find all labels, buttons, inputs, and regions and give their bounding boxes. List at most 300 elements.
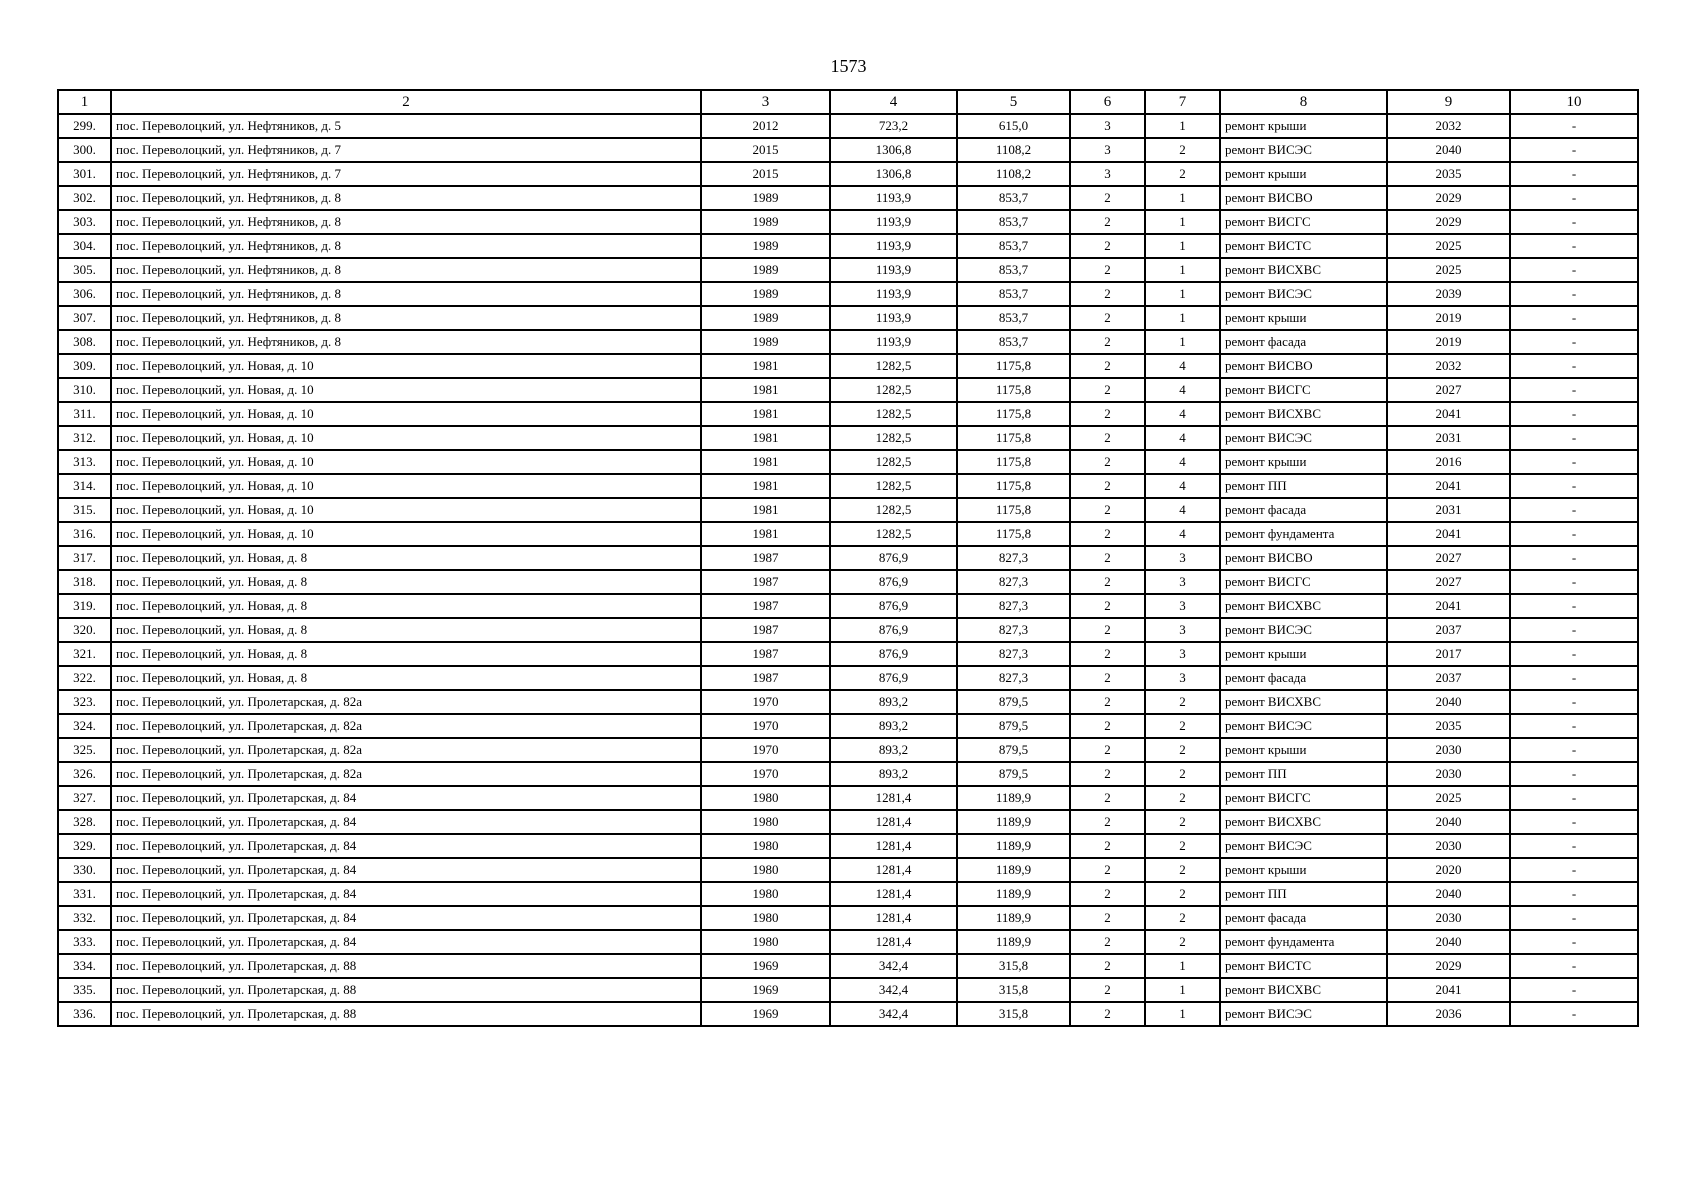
entrances-cell: 2: [1145, 906, 1220, 930]
floors-cell: 2: [1070, 474, 1145, 498]
total-area-cell: 1282,5: [830, 426, 957, 450]
total-area-cell: 1282,5: [830, 498, 957, 522]
entrances-cell: 1: [1145, 186, 1220, 210]
repair-type-cell: ремонт ВИСХВС: [1220, 402, 1387, 426]
repair-year-cell: 2032: [1387, 114, 1510, 138]
note-cell: -: [1510, 738, 1638, 762]
entrances-cell: 4: [1145, 450, 1220, 474]
note-cell: -: [1510, 546, 1638, 570]
address-cell: пос. Переволоцкий, ул. Новая, д. 10: [111, 378, 701, 402]
entrances-cell: 3: [1145, 642, 1220, 666]
repair-type-cell: ремонт ВИСЭС: [1220, 1002, 1387, 1026]
year-built-cell: 1987: [701, 594, 830, 618]
repair-type-cell: ремонт фасада: [1220, 330, 1387, 354]
year-built-cell: 2015: [701, 162, 830, 186]
repair-type-cell: ремонт ВИСЭС: [1220, 618, 1387, 642]
floors-cell: 2: [1070, 906, 1145, 930]
entrances-cell: 2: [1145, 834, 1220, 858]
table-row: [58, 426, 1638, 450]
total-area-cell: 876,9: [830, 594, 957, 618]
note-cell: -: [1510, 186, 1638, 210]
year-built-cell: 1980: [701, 810, 830, 834]
living-area-cell: 1175,8: [957, 474, 1070, 498]
table-row: [58, 378, 1638, 402]
repair-type-cell: ремонт ВИСХВС: [1220, 810, 1387, 834]
row-number-cell: 300.: [58, 138, 111, 162]
note-cell: -: [1510, 330, 1638, 354]
row-number-cell: 334.: [58, 954, 111, 978]
living-area-cell: 1108,2: [957, 162, 1070, 186]
row-number-cell: 326.: [58, 762, 111, 786]
floors-cell: 2: [1070, 498, 1145, 522]
address-cell: пос. Переволоцкий, ул. Новая, д. 8: [111, 666, 701, 690]
address-cell: пос. Переволоцкий, ул. Новая, д. 8: [111, 570, 701, 594]
row-number-cell: 307.: [58, 306, 111, 330]
address-cell: пос. Переволоцкий, ул. Пролетарская, д. 84: [111, 810, 701, 834]
row-number-cell: 308.: [58, 330, 111, 354]
address-cell: пос. Переволоцкий, ул. Пролетарская, д. 88: [111, 954, 701, 978]
year-built-cell: 1970: [701, 738, 830, 762]
note-cell: -: [1510, 834, 1638, 858]
row-number-cell: 316.: [58, 522, 111, 546]
note-cell: -: [1510, 234, 1638, 258]
year-built-cell: 1981: [701, 474, 830, 498]
address-cell: пос. Переволоцкий, ул. Новая, д. 10: [111, 498, 701, 522]
total-area-cell: 1281,4: [830, 834, 957, 858]
repair-type-cell: ремонт ВИСВО: [1220, 354, 1387, 378]
table-row: [58, 786, 1638, 810]
repair-year-cell: 2027: [1387, 570, 1510, 594]
table-row: [58, 690, 1638, 714]
floors-cell: 2: [1070, 882, 1145, 906]
repair-type-cell: ремонт крыши: [1220, 162, 1387, 186]
repair-year-cell: 2017: [1387, 642, 1510, 666]
entrances-cell: 3: [1145, 546, 1220, 570]
address-cell: пос. Переволоцкий, ул. Новая, д. 10: [111, 426, 701, 450]
note-cell: -: [1510, 378, 1638, 402]
repair-type-cell: ремонт ВИСГС: [1220, 378, 1387, 402]
floors-cell: 2: [1070, 354, 1145, 378]
table-row: [58, 930, 1638, 954]
row-number-cell: 320.: [58, 618, 111, 642]
total-area-cell: 1281,4: [830, 906, 957, 930]
row-number-cell: 309.: [58, 354, 111, 378]
address-cell: пос. Переволоцкий, ул. Пролетарская, д. 84: [111, 786, 701, 810]
table-row: [58, 714, 1638, 738]
note-cell: -: [1510, 114, 1638, 138]
entrances-cell: 2: [1145, 714, 1220, 738]
floors-cell: 2: [1070, 858, 1145, 882]
total-area-cell: 1193,9: [830, 330, 957, 354]
table-row: [58, 354, 1638, 378]
living-area-cell: 315,8: [957, 978, 1070, 1002]
repair-type-cell: ремонт ВИСТС: [1220, 954, 1387, 978]
year-built-cell: 1981: [701, 378, 830, 402]
total-area-cell: 1193,9: [830, 258, 957, 282]
year-built-cell: 1981: [701, 402, 830, 426]
repair-type-cell: ремонт ВИСЭС: [1220, 714, 1387, 738]
table-row: [58, 330, 1638, 354]
year-built-cell: 1987: [701, 546, 830, 570]
floors-cell: 2: [1070, 810, 1145, 834]
address-cell: пос. Переволоцкий, ул. Нефтяников, д. 8: [111, 186, 701, 210]
repair-year-cell: 2030: [1387, 762, 1510, 786]
table-row: [58, 138, 1638, 162]
floors-cell: 2: [1070, 738, 1145, 762]
total-area-cell: 342,4: [830, 1002, 957, 1026]
living-area-cell: 853,7: [957, 234, 1070, 258]
note-cell: -: [1510, 306, 1638, 330]
note-cell: -: [1510, 354, 1638, 378]
year-built-cell: 1980: [701, 834, 830, 858]
repair-type-cell: ремонт крыши: [1220, 738, 1387, 762]
living-area-cell: 315,8: [957, 1002, 1070, 1026]
living-area-cell: 879,5: [957, 738, 1070, 762]
address-cell: пос. Переволоцкий, ул. Пролетарская, д. 82а: [111, 762, 701, 786]
repair-type-cell: ремонт ВИСГС: [1220, 786, 1387, 810]
floors-cell: 2: [1070, 450, 1145, 474]
repair-type-cell: ремонт крыши: [1220, 450, 1387, 474]
note-cell: -: [1510, 162, 1638, 186]
address-cell: пос. Переволоцкий, ул. Новая, д. 10: [111, 450, 701, 474]
address-cell: пос. Переволоцкий, ул. Нефтяников, д. 7: [111, 138, 701, 162]
living-area-cell: 1175,8: [957, 450, 1070, 474]
row-number-cell: 305.: [58, 258, 111, 282]
note-cell: -: [1510, 402, 1638, 426]
year-built-cell: 1989: [701, 306, 830, 330]
row-number-cell: 327.: [58, 786, 111, 810]
repair-type-cell: ремонт ПП: [1220, 474, 1387, 498]
repair-year-cell: 2040: [1387, 138, 1510, 162]
total-area-cell: 1282,5: [830, 354, 957, 378]
table-row: [58, 522, 1638, 546]
floors-cell: 2: [1070, 594, 1145, 618]
repair-type-cell: ремонт ВИСТС: [1220, 234, 1387, 258]
column-header-7: 7: [1145, 90, 1220, 114]
total-area-cell: 1281,4: [830, 930, 957, 954]
repair-type-cell: ремонт ВИСЭС: [1220, 138, 1387, 162]
floors-cell: 3: [1070, 138, 1145, 162]
entrances-cell: 2: [1145, 810, 1220, 834]
address-cell: пос. Переволоцкий, ул. Новая, д. 10: [111, 402, 701, 426]
note-cell: -: [1510, 1002, 1638, 1026]
address-cell: пос. Переволоцкий, ул. Новая, д. 10: [111, 354, 701, 378]
table-row: [58, 618, 1638, 642]
note-cell: -: [1510, 954, 1638, 978]
table-row: [58, 498, 1638, 522]
repair-type-cell: ремонт фасада: [1220, 906, 1387, 930]
row-number-cell: 336.: [58, 1002, 111, 1026]
living-area-cell: 1175,8: [957, 498, 1070, 522]
year-built-cell: 1989: [701, 186, 830, 210]
address-cell: пос. Переволоцкий, ул. Новая, д. 10: [111, 474, 701, 498]
total-area-cell: 1282,5: [830, 522, 957, 546]
address-cell: пос. Переволоцкий, ул. Пролетарская, д. 84: [111, 906, 701, 930]
repair-year-cell: 2016: [1387, 450, 1510, 474]
row-number-cell: 313.: [58, 450, 111, 474]
repair-year-cell: 2041: [1387, 474, 1510, 498]
note-cell: -: [1510, 210, 1638, 234]
address-cell: пос. Переволоцкий, ул. Нефтяников, д. 8: [111, 258, 701, 282]
repair-year-cell: 2029: [1387, 186, 1510, 210]
repair-year-cell: 2035: [1387, 162, 1510, 186]
repair-year-cell: 2029: [1387, 954, 1510, 978]
entrances-cell: 1: [1145, 330, 1220, 354]
floors-cell: 2: [1070, 954, 1145, 978]
living-area-cell: 853,7: [957, 210, 1070, 234]
year-built-cell: 1981: [701, 354, 830, 378]
repair-type-cell: ремонт крыши: [1220, 642, 1387, 666]
table-row: [58, 738, 1638, 762]
column-header-4: 4: [830, 90, 957, 114]
row-number-cell: 303.: [58, 210, 111, 234]
address-cell: пос. Переволоцкий, ул. Пролетарская, д. 84: [111, 882, 701, 906]
table-row: [58, 1002, 1638, 1026]
total-area-cell: 1281,4: [830, 858, 957, 882]
entrances-cell: 4: [1145, 402, 1220, 426]
repair-year-cell: 2032: [1387, 354, 1510, 378]
repair-year-cell: 2037: [1387, 666, 1510, 690]
address-cell: пос. Переволоцкий, ул. Пролетарская, д. 82а: [111, 738, 701, 762]
living-area-cell: 1175,8: [957, 426, 1070, 450]
table-row: [58, 162, 1638, 186]
note-cell: -: [1510, 882, 1638, 906]
floors-cell: 2: [1070, 210, 1145, 234]
note-cell: -: [1510, 666, 1638, 690]
repair-type-cell: ремонт крыши: [1220, 306, 1387, 330]
floors-cell: 2: [1070, 306, 1145, 330]
living-area-cell: 1189,9: [957, 834, 1070, 858]
note-cell: -: [1510, 282, 1638, 306]
table-row: [58, 954, 1638, 978]
row-number-cell: 317.: [58, 546, 111, 570]
repair-year-cell: 2025: [1387, 258, 1510, 282]
repair-type-cell: ремонт ВИСХВС: [1220, 258, 1387, 282]
column-header-3: 3: [701, 90, 830, 114]
repair-type-cell: ремонт фасада: [1220, 498, 1387, 522]
entrances-cell: 1: [1145, 234, 1220, 258]
year-built-cell: 1969: [701, 978, 830, 1002]
living-area-cell: 1189,9: [957, 786, 1070, 810]
row-number-cell: 331.: [58, 882, 111, 906]
floors-cell: 2: [1070, 402, 1145, 426]
note-cell: -: [1510, 498, 1638, 522]
table-row: [58, 810, 1638, 834]
year-built-cell: 1980: [701, 906, 830, 930]
floors-cell: 2: [1070, 522, 1145, 546]
repair-year-cell: 2031: [1387, 426, 1510, 450]
address-cell: пос. Переволоцкий, ул. Пролетарская, д. 82а: [111, 714, 701, 738]
table-row: [58, 474, 1638, 498]
floors-cell: 2: [1070, 786, 1145, 810]
table-row: [58, 282, 1638, 306]
column-header-2: 2: [111, 90, 701, 114]
total-area-cell: 893,2: [830, 690, 957, 714]
entrances-cell: 1: [1145, 306, 1220, 330]
repair-year-cell: 2029: [1387, 210, 1510, 234]
row-number-cell: 315.: [58, 498, 111, 522]
table-row: [58, 402, 1638, 426]
living-area-cell: 1175,8: [957, 354, 1070, 378]
row-number-cell: 301.: [58, 162, 111, 186]
repair-year-cell: 2030: [1387, 906, 1510, 930]
entrances-cell: 1: [1145, 258, 1220, 282]
living-area-cell: 827,3: [957, 594, 1070, 618]
floors-cell: 3: [1070, 162, 1145, 186]
repair-type-cell: ремонт фундамента: [1220, 930, 1387, 954]
column-header-6: 6: [1070, 90, 1145, 114]
table-row: [58, 858, 1638, 882]
repair-year-cell: 2041: [1387, 978, 1510, 1002]
floors-cell: 2: [1070, 762, 1145, 786]
year-built-cell: 2015: [701, 138, 830, 162]
total-area-cell: 342,4: [830, 954, 957, 978]
living-area-cell: 1189,9: [957, 810, 1070, 834]
row-number-cell: 304.: [58, 234, 111, 258]
table-row: [58, 210, 1638, 234]
note-cell: -: [1510, 714, 1638, 738]
living-area-cell: 1189,9: [957, 858, 1070, 882]
total-area-cell: 876,9: [830, 642, 957, 666]
year-built-cell: 1981: [701, 498, 830, 522]
column-header-10: 10: [1510, 90, 1638, 114]
repair-year-cell: 2037: [1387, 618, 1510, 642]
total-area-cell: 1193,9: [830, 282, 957, 306]
year-built-cell: 1987: [701, 642, 830, 666]
repair-type-cell: ремонт ВИСЭС: [1220, 834, 1387, 858]
year-built-cell: 1989: [701, 330, 830, 354]
row-number-cell: 321.: [58, 642, 111, 666]
repair-type-cell: ремонт крыши: [1220, 114, 1387, 138]
living-area-cell: 1175,8: [957, 522, 1070, 546]
column-header-1: 1: [58, 90, 111, 114]
living-area-cell: 827,3: [957, 642, 1070, 666]
page-number: 1573: [830, 56, 867, 76]
floors-cell: 2: [1070, 1002, 1145, 1026]
note-cell: -: [1510, 426, 1638, 450]
total-area-cell: 1193,9: [830, 210, 957, 234]
year-built-cell: 1980: [701, 882, 830, 906]
address-cell: пос. Переволоцкий, ул. Нефтяников, д. 5: [111, 114, 701, 138]
year-built-cell: 1989: [701, 282, 830, 306]
table-row: [58, 570, 1638, 594]
entrances-cell: 4: [1145, 498, 1220, 522]
living-area-cell: 1175,8: [957, 378, 1070, 402]
row-number-cell: 324.: [58, 714, 111, 738]
repair-type-cell: ремонт ВИСВО: [1220, 546, 1387, 570]
entrances-cell: 2: [1145, 762, 1220, 786]
floors-cell: 2: [1070, 570, 1145, 594]
total-area-cell: 1306,8: [830, 162, 957, 186]
year-built-cell: 1980: [701, 930, 830, 954]
year-built-cell: 1989: [701, 258, 830, 282]
repair-type-cell: ремонт фасада: [1220, 666, 1387, 690]
entrances-cell: 2: [1145, 882, 1220, 906]
address-cell: пос. Переволоцкий, ул. Пролетарская, д. 84: [111, 858, 701, 882]
address-cell: пос. Переволоцкий, ул. Нефтяников, д. 8: [111, 306, 701, 330]
address-cell: пос. Переволоцкий, ул. Пролетарская, д. 82а: [111, 690, 701, 714]
note-cell: -: [1510, 858, 1638, 882]
floors-cell: 2: [1070, 258, 1145, 282]
entrances-cell: 4: [1145, 378, 1220, 402]
living-area-cell: 315,8: [957, 954, 1070, 978]
note-cell: -: [1510, 594, 1638, 618]
note-cell: -: [1510, 618, 1638, 642]
repair-year-cell: 2025: [1387, 234, 1510, 258]
table-row: [58, 234, 1638, 258]
year-built-cell: 1989: [701, 234, 830, 258]
entrances-cell: 2: [1145, 690, 1220, 714]
floors-cell: 2: [1070, 714, 1145, 738]
floors-cell: 2: [1070, 666, 1145, 690]
repair-type-cell: ремонт ВИСВО: [1220, 186, 1387, 210]
floors-cell: 2: [1070, 690, 1145, 714]
repair-type-cell: ремонт ВИСГС: [1220, 570, 1387, 594]
table-row: [58, 882, 1638, 906]
entrances-cell: 2: [1145, 930, 1220, 954]
address-cell: пос. Переволоцкий, ул. Пролетарская, д. 84: [111, 834, 701, 858]
entrances-cell: 4: [1145, 522, 1220, 546]
address-cell: пос. Переволоцкий, ул. Нефтяников, д. 8: [111, 210, 701, 234]
column-header-8: 8: [1220, 90, 1387, 114]
repair-year-cell: 2040: [1387, 810, 1510, 834]
floors-cell: 2: [1070, 330, 1145, 354]
repair-year-cell: 2036: [1387, 1002, 1510, 1026]
floors-cell: 2: [1070, 978, 1145, 1002]
note-cell: -: [1510, 690, 1638, 714]
repair-year-cell: 2040: [1387, 930, 1510, 954]
column-header-5: 5: [957, 90, 1070, 114]
table-row: [58, 186, 1638, 210]
table-header-row: [58, 90, 1638, 114]
total-area-cell: 893,2: [830, 738, 957, 762]
repair-year-cell: 2025: [1387, 786, 1510, 810]
entrances-cell: 1: [1145, 954, 1220, 978]
floors-cell: 2: [1070, 186, 1145, 210]
total-area-cell: 1282,5: [830, 402, 957, 426]
note-cell: -: [1510, 450, 1638, 474]
entrances-cell: 1: [1145, 210, 1220, 234]
row-number-cell: 310.: [58, 378, 111, 402]
address-cell: пос. Переволоцкий, ул. Новая, д. 10: [111, 522, 701, 546]
total-area-cell: 1306,8: [830, 138, 957, 162]
repair-type-cell: ремонт ВИСГС: [1220, 210, 1387, 234]
row-number-cell: 328.: [58, 810, 111, 834]
repair-year-cell: 2027: [1387, 378, 1510, 402]
table-row: [58, 306, 1638, 330]
table-row: [58, 258, 1638, 282]
address-cell: пос. Переволоцкий, ул. Нефтяников, д. 8: [111, 330, 701, 354]
year-built-cell: 1980: [701, 858, 830, 882]
year-built-cell: 1987: [701, 570, 830, 594]
note-cell: -: [1510, 786, 1638, 810]
living-area-cell: 853,7: [957, 186, 1070, 210]
entrances-cell: 3: [1145, 570, 1220, 594]
year-built-cell: 1981: [701, 426, 830, 450]
row-number-cell: 299.: [58, 114, 111, 138]
total-area-cell: 1193,9: [830, 306, 957, 330]
total-area-cell: 1282,5: [830, 474, 957, 498]
table-row: [58, 450, 1638, 474]
repair-year-cell: 2035: [1387, 714, 1510, 738]
living-area-cell: 853,7: [957, 258, 1070, 282]
address-cell: пос. Переволоцкий, ул. Нефтяников, д. 7: [111, 162, 701, 186]
total-area-cell: 1281,4: [830, 810, 957, 834]
total-area-cell: 1281,4: [830, 882, 957, 906]
living-area-cell: 1108,2: [957, 138, 1070, 162]
total-area-cell: 876,9: [830, 546, 957, 570]
year-built-cell: 1969: [701, 954, 830, 978]
